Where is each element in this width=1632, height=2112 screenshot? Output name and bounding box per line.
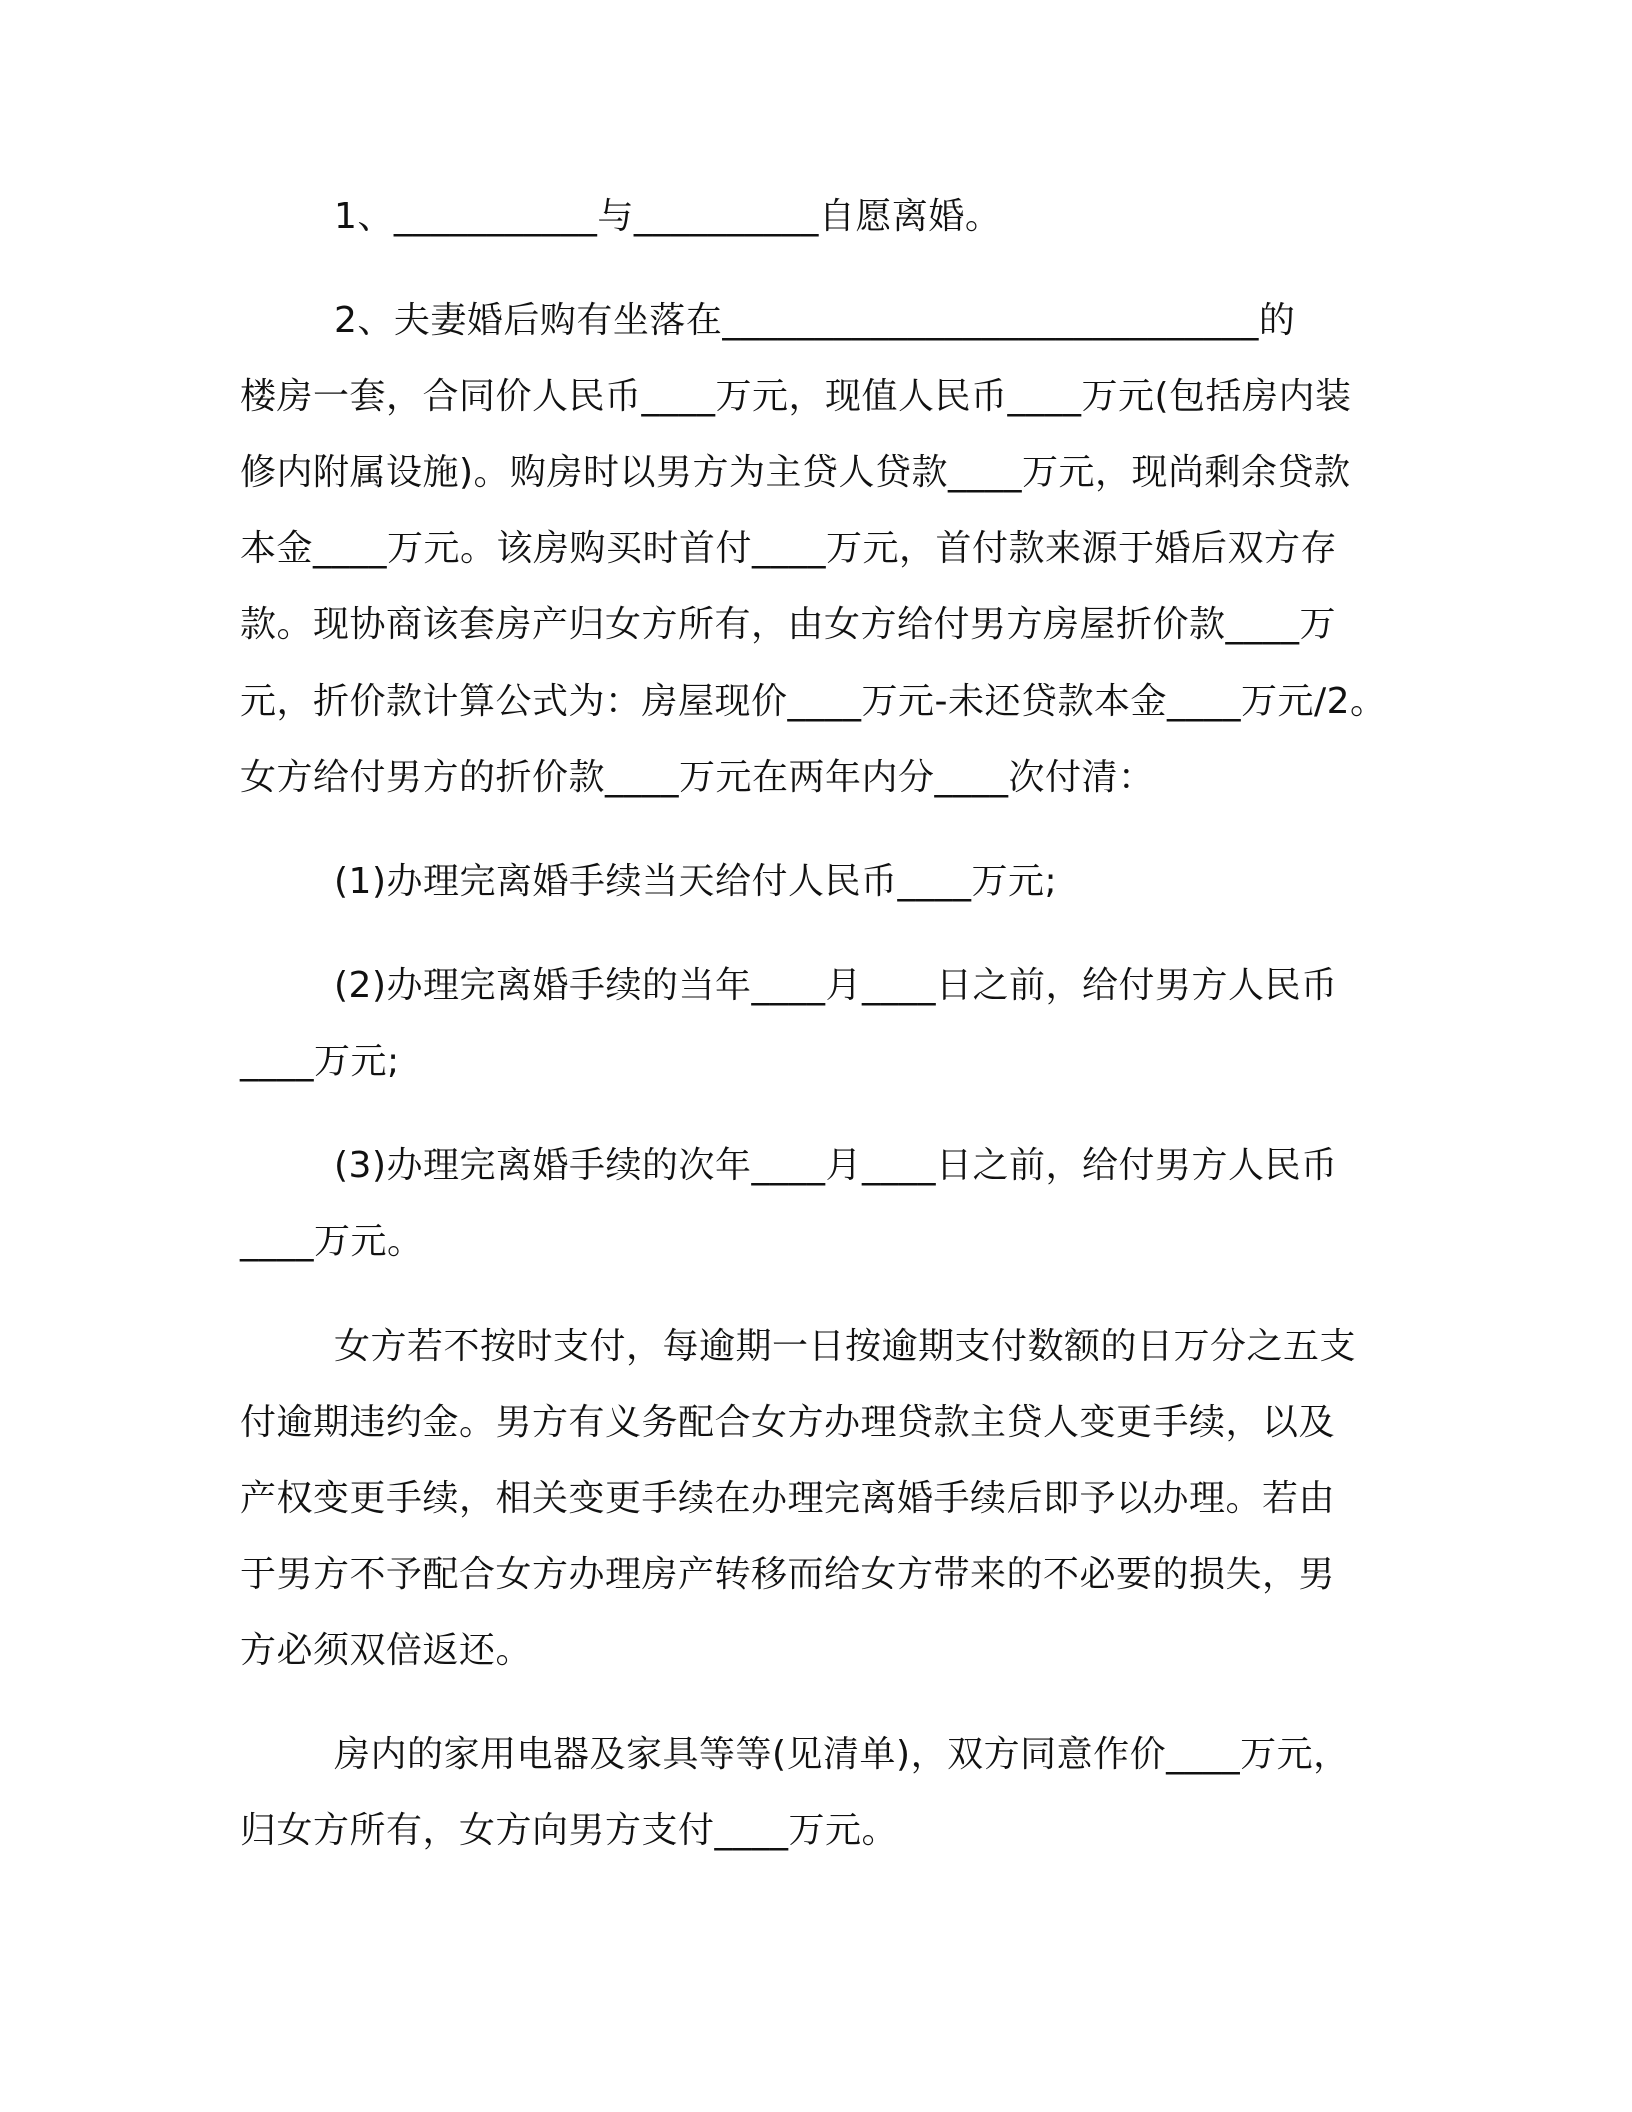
penalty-line-3: 产权变更手续，相关变更手续在办理完离婚手续后即予以办理。若由 <box>240 1478 1336 1519</box>
clause-2-line-2: 楼房一套，合同价人民币____万元，现值人民币____万元(包括房内装 <box>240 376 1352 417</box>
penalty-line-4: 于男方不予配合女方办理房产转移而给女方带来的不必要的损失，男 <box>240 1554 1336 1595</box>
furniture-line-1: 房内的家用电器及家具等等(见清单)，双方同意作价____万元， <box>334 1734 1350 1775</box>
clause-1: 1、___________与__________自愿离婚。 <box>334 196 1002 237</box>
penalty-line-2: 付逾期违约金。男方有义务配合女方办理贷款主贷人变更手续，以及 <box>240 1402 1336 1443</box>
clause-2-line-6: 元，折价款计算公式为：房屋现价____万元-未还贷款本金____万元/2。 <box>240 681 1387 722</box>
payment-item-1: (1)办理完离婚手续当天给付人民币____万元; <box>334 861 1058 902</box>
payment-item-2-line-1: (2)办理完离婚手续的当年____月____日之前，给付男方人民币 <box>334 965 1338 1006</box>
clause-2-line-3: 修内附属设施)。购房时以男方为主贷人贷款____万元，现尚剩余贷款 <box>240 452 1351 493</box>
clause-2-line-7: 女方给付男方的折价款____万元在两年内分____次付清： <box>240 757 1155 798</box>
clause-2-line-1: 2、夫妻婚后购有坐落在_____________________________的 <box>334 300 1296 341</box>
penalty-line-5: 方必须双倍返还。 <box>240 1630 533 1671</box>
clause-2-line-5: 款。现协商该套房产归女方所有，由女方给付男方房屋折价款____万 <box>240 604 1337 645</box>
payment-item-3-line-1: (3)办理完离婚手续的次年____月____日之前，给付男方人民币 <box>334 1145 1338 1186</box>
penalty-line-1: 女方若不按时支付，每逾期一日按逾期支付数额的日万分之五支 <box>334 1326 1357 1367</box>
clause-2-line-4: 本金____万元。该房购买时首付____万元，首付款来源于婚后双方存 <box>240 528 1338 569</box>
payment-item-2-line-2: ____万元; <box>240 1041 400 1082</box>
furniture-line-2: 归女方所有，女方向男方支付____万元。 <box>240 1810 899 1851</box>
payment-item-3-line-2: ____万元。 <box>240 1221 424 1262</box>
